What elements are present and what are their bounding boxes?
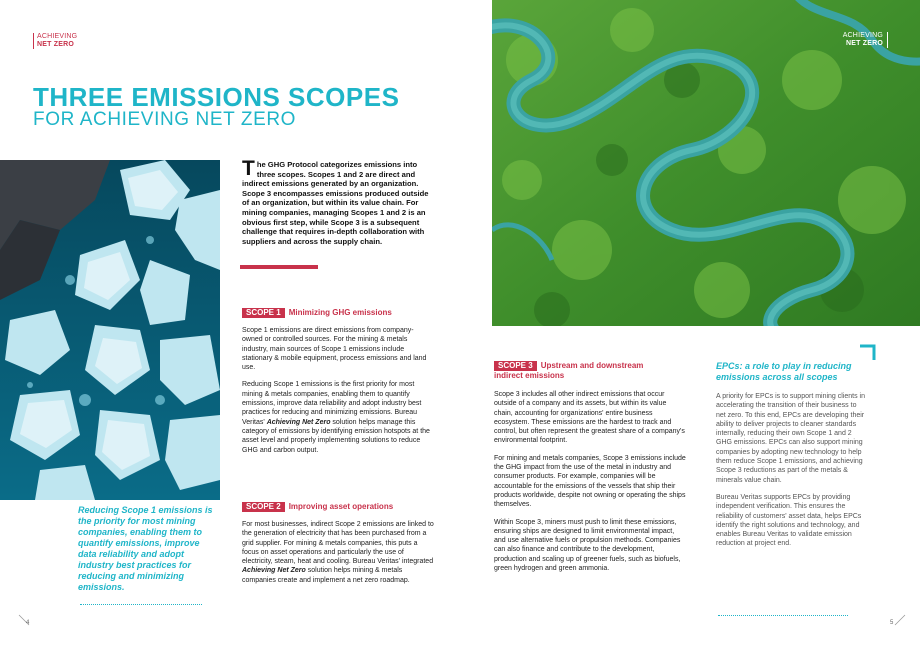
- scope2-badge: SCOPE 2: [242, 502, 285, 512]
- sea-ice-image: [0, 160, 220, 500]
- epc-paragraph-2: Bureau Veritas supports EPCs by providing independent verification. This ensures the reliability of customers' asset data, helps EPCs identify the right solutions and technology, and enables Bureau Veritas to validate emission reduction at project end.: [716, 493, 862, 548]
- scope1-paragraph-2: [242, 380, 434, 454]
- scope1-badge: SCOPE 1: [242, 308, 285, 318]
- brand-name: Achieving Net Zero: [266, 418, 331, 426]
- scope1-section: [242, 308, 434, 463]
- header-tag-line2: NET ZERO: [37, 41, 74, 48]
- scope3-body: [494, 390, 686, 573]
- scope3-heading: [494, 361, 686, 381]
- scope1-p2-text-a: Reducing Scope 1 emissions is the first priority for most mining & metals companies, enabling them to quantify emissions, improve data reliability and adopt industry best practices for reducing and minimizing emissions. Bureau Veritas': [242, 381, 422, 426]
- scope2-p1-text-b: solution helps mining & metals companies create and implement a net zero roadmap.: [242, 567, 410, 584]
- scope1-title: Minimizing GHG emissions: [288, 308, 392, 317]
- scope3-badge: SCOPE 3: [494, 361, 537, 371]
- page-number: 4: [26, 620, 30, 626]
- scope3-title-b: indirect emissions: [494, 371, 565, 380]
- pull-quote: Reducing Scope 1 emissions is the priority for most mining companies, enabling them to quantify emissions, improve data reliability and adopt industry best practices for reducing and minimizing emissions.: [78, 505, 213, 592]
- intro-text: he GHG Protocol categorizes emissions into three scopes. Scopes 1 and 2 are direct and indirect emissions generated by an organization. Scope 3 encompasses emissions produced outside of an organization, but within its value chain. For mining companies, managing Scopes 1 and 2 is an obvious first step, while Scope 3 is a subsequent challenge that requires in-depth collaboration with suppliers and across the supply chain.: [242, 160, 429, 246]
- ice-image-svg: [0, 160, 220, 500]
- page-title: THREE EMISSIONS SCOPES: [33, 82, 400, 112]
- page-subtitle: FOR ACHIEVING NET ZERO: [33, 109, 297, 130]
- river-image-svg: [492, 0, 920, 326]
- epc-divider: [718, 615, 848, 616]
- header-tag-line1: ACHIEVING: [37, 33, 78, 40]
- quote-divider: [80, 604, 202, 605]
- accent-divider: [240, 265, 318, 269]
- header-tag-right: [843, 32, 888, 48]
- scope2-title: Improving asset operations: [288, 502, 394, 511]
- brand-name: Achieving Net Zero: [242, 567, 306, 575]
- river-aerial-image: [492, 0, 920, 326]
- scope3-paragraph-2: For mining and metals companies, Scope 3 emissions include the GHG impact from the use of the metal in industry and consumer products. For example, companies will be accountable for the emissions of the vessels that ship their products worldwide, despite not owning or operating the ships themselves.: [494, 454, 686, 509]
- scope3-paragraph-3: Within Scope 3, miners must push to limit these emissions, ensuring ships are designed to limit environmental impact, and use alternative fuels or propulsion methods. Companies can also finance and contribute to the development, production and scaling up of greener fuels, such as biofuels, green hydrogen and green ammonia.: [494, 518, 681, 573]
- epc-paragraph-1: A priority for EPCs is to support mining clients in accelerating the transition of their business to net zero. To this end, EPCs are developing their ability to deliver projects to cleaner standards internally, reducing their own Scope 1 and 2 GHG emissions. EPCs can also support mining companies by adopting new technology to help them reduce Scope 1 emissions, and achieving Scope 3 reductions as part of the metals & minerals value chain.: [716, 393, 866, 484]
- page-corner-icon: [886, 614, 906, 634]
- header-tag-left: [33, 33, 77, 49]
- epc-body: [716, 392, 866, 557]
- scope1-heading: [242, 308, 434, 318]
- scope2-paragraph-1: [242, 520, 434, 585]
- scope1-p2-text-b: solution helps manage this category of emissions by identifying emission hotspots at the asset level and properly implementing solutions to reduce GHG and carbon output.: [242, 418, 430, 454]
- page-number-left: [18, 614, 38, 634]
- page-number-right: [886, 614, 906, 634]
- scope2-heading: [242, 502, 434, 512]
- header-tag-line1: ACHIEVING: [842, 32, 883, 39]
- scope3-paragraph-1: Scope 3 includes all other indirect emissions that occur outside of a company and its assets, but within its value chain, accounting for organizations' entire business ecosystem. These emissions are the hardest to track and control, but often represent the greatest share of a company's environmental footprint.: [494, 391, 685, 445]
- scope3-title-a: Upstream and downstream: [540, 361, 644, 370]
- scope2-section: [242, 502, 434, 593]
- header-tag-line2: NET ZERO: [846, 40, 883, 47]
- scope1-body: [242, 326, 434, 455]
- scope2-body: [242, 520, 434, 585]
- scope1-paragraph-1: Scope 1 emissions are direct emissions from company-owned or controlled sources. For the mining & metals industry, main sources of Scope 1 emissions include stationary & mobile equipment, process emissions and land use.: [242, 327, 427, 372]
- corner-bracket-icon: [860, 344, 876, 360]
- page-number: 5: [890, 620, 894, 626]
- scope2-p1-text-a: For most businesses, indirect Scope 2 emissions are linked to the generation of electricity that has been purchased from a grid supplier. For mining & metals companies, this puts a focus on asset operations and particularly the use of electricity, steam, heat and cooling. Bureau Veritas' integrated: [242, 521, 434, 566]
- intro-dropcap: T: [242, 157, 255, 180]
- intro-paragraph: [242, 157, 434, 246]
- epc-heading: EPCs: a role to play in reducing emissions across all scopes: [716, 361, 852, 382]
- scope3-section: [494, 361, 686, 581]
